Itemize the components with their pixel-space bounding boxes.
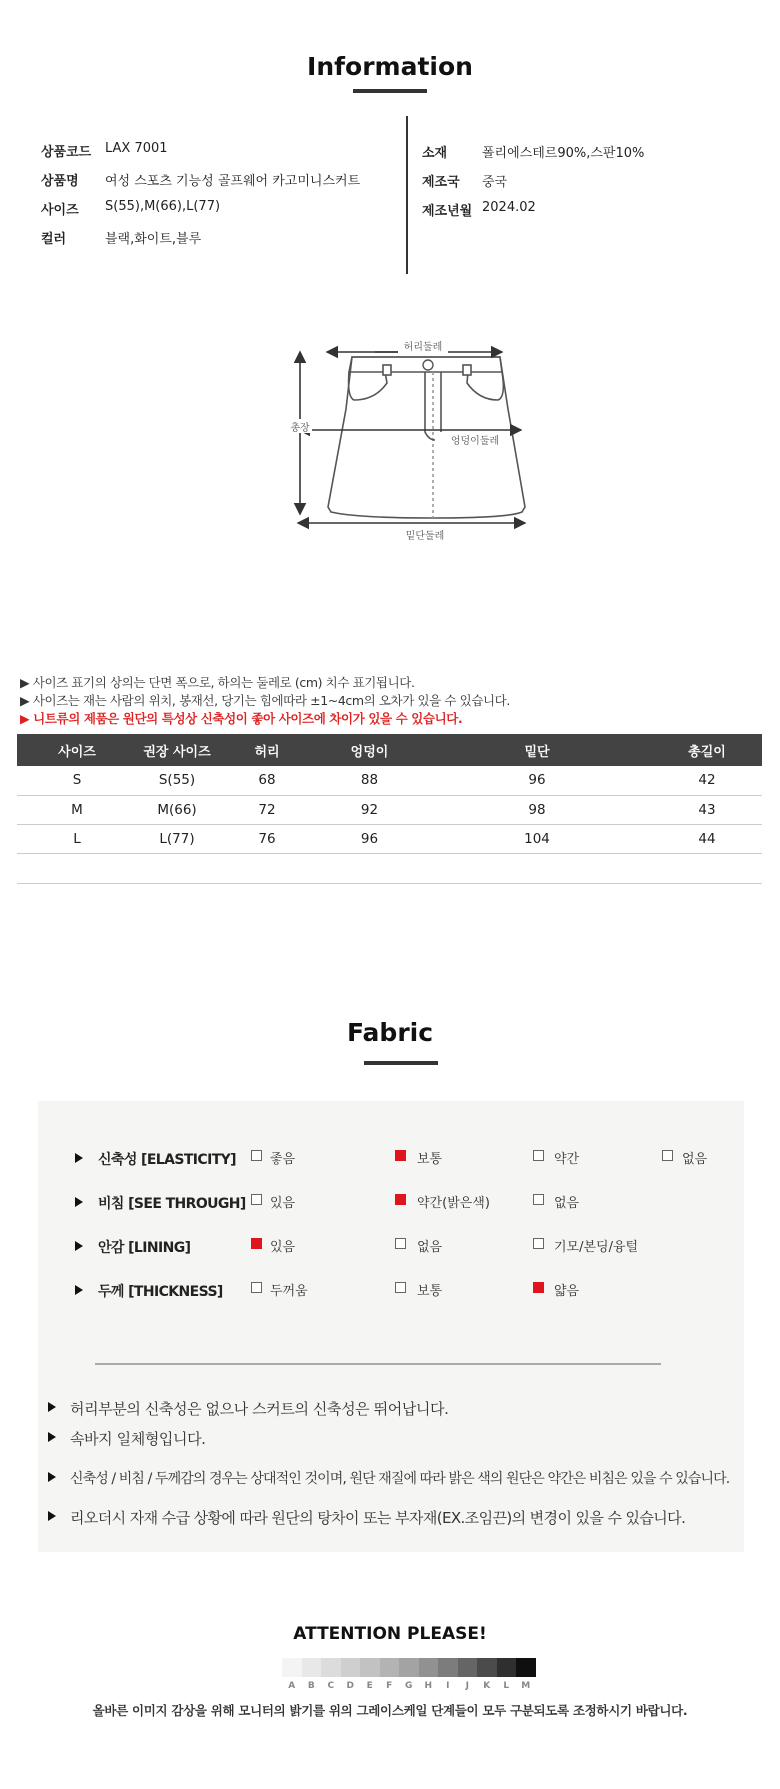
hip-label: 엉덩이둘레: [450, 436, 500, 447]
grayscale-letter: I: [446, 1681, 450, 1691]
grayscale-swatch: [360, 1658, 380, 1677]
checkbox-elasticity-good[interactable]: [251, 1150, 262, 1161]
triangle-bullet-icon: [75, 1241, 83, 1251]
triangle-bullet-icon: [48, 1511, 56, 1521]
attention-text: 올바른 이미지 감상을 위해 모니터의 밝기를 위의 그레이스케일 단계들이 모두 구분되도록 조정하시기 바랍니다.: [92, 1703, 688, 1718]
grayscale-letter: K: [483, 1681, 491, 1691]
fabric-label-see-through: 비침 [SEE THROUGH]: [98, 1196, 246, 1212]
info-value: 블랙,화이트,블루: [105, 232, 202, 247]
column-header: 사이즈: [17, 734, 137, 766]
size-note: ▶ 사이즈는 재는 사람의 위치, 봉재선, 당기는 힘에따라 ±1~4cm의 오차가 있을 수 있습니다.: [20, 693, 510, 708]
checkbox-elasticity-normal[interactable]: [395, 1150, 406, 1161]
table-cell: 76: [217, 824, 317, 853]
triangle-bullet-icon: [48, 1402, 56, 1412]
info-key: 상품명: [41, 174, 79, 189]
info-row-size: [41, 199, 221, 218]
option-label: 없음: [417, 1240, 443, 1255]
info-value: 중국: [482, 175, 508, 190]
triangle-bullet-icon: [48, 1432, 56, 1442]
triangle-bullet-icon: [48, 1472, 56, 1482]
grayscale-letter: A: [288, 1681, 296, 1691]
grayscale-letter: M: [521, 1681, 531, 1691]
grayscale-letter: H: [424, 1681, 433, 1691]
option-label: 두꺼움: [270, 1284, 308, 1299]
table-cell: L(77): [137, 824, 217, 853]
triangle-bullet-icon: [75, 1197, 83, 1207]
checkbox-lining-none[interactable]: [395, 1238, 406, 1249]
option-label: 기모/본딩/융털: [554, 1240, 639, 1255]
info-key: 컬러: [41, 232, 67, 247]
info-value: S(55),M(66),L(77): [105, 199, 221, 214]
grayscale-swatch: [458, 1658, 478, 1677]
checkbox-see-through-none[interactable]: [533, 1194, 544, 1205]
info-row-product-name: [41, 170, 361, 189]
information-title-underline: [353, 89, 427, 93]
option-label: 좋음: [270, 1152, 296, 1167]
option-label: 약간(밝은색): [417, 1196, 490, 1211]
grayscale-letter: E: [366, 1681, 373, 1691]
grayscale-swatch: [341, 1658, 361, 1677]
grayscale-swatch: [438, 1658, 458, 1677]
table-cell: 104: [422, 824, 652, 853]
information-title: Information: [307, 52, 473, 81]
column-header: 엉덩이: [317, 734, 422, 766]
grayscale-letter: F: [386, 1681, 393, 1691]
grayscale-swatch: [516, 1658, 536, 1677]
grayscale-swatch: [477, 1658, 497, 1677]
option-label: 얇음: [554, 1284, 580, 1299]
grayscale-swatch: [321, 1658, 341, 1677]
info-row-material: [422, 142, 645, 161]
skirt-measurement-diagram: [285, 322, 535, 544]
option-label: 있음: [270, 1240, 296, 1255]
info-row-manufacture-date: [422, 200, 536, 219]
triangle-bullet-icon: [75, 1153, 83, 1163]
fabric-divider: [95, 1363, 661, 1365]
checkbox-lining-yes[interactable]: [251, 1238, 262, 1249]
table-row: [17, 824, 762, 853]
checkbox-see-through-yes[interactable]: [251, 1194, 262, 1205]
checkbox-see-through-slight[interactable]: [395, 1194, 406, 1205]
checkbox-thickness-thick[interactable]: [251, 1282, 262, 1293]
info-key: 제조년월: [422, 204, 473, 219]
table-cell: 42: [652, 766, 762, 795]
length-label: 총장: [290, 423, 310, 434]
grayscale-letter: C: [327, 1681, 335, 1691]
column-header: 총길이: [652, 734, 762, 766]
checkbox-thickness-normal[interactable]: [395, 1282, 406, 1293]
button-icon: [423, 360, 433, 370]
fabric-title-underline: [364, 1061, 438, 1065]
grayscale-swatch: [380, 1658, 400, 1677]
grayscale-letter: G: [405, 1681, 413, 1691]
table-cell: 68: [217, 766, 317, 795]
grayscale-letters: [282, 1681, 536, 1691]
fabric-label-thickness: 두께 [THICKNESS]: [98, 1284, 223, 1300]
table-cell: 96: [317, 824, 422, 853]
fabric-bullet-text: 신축성 / 비침 / 두께감의 경우는 상대적인 것이며, 원단 재질에 따라 밝은 색의 원단은 약간은 비침은 있을 수 있습니다.: [70, 1471, 730, 1487]
fabric-label-elasticity: 신축성 [ELASTICITY]: [98, 1152, 236, 1168]
info-value: LAX 7001: [105, 141, 168, 156]
table-cell: M(66): [137, 795, 217, 824]
table-cell: 72: [217, 795, 317, 824]
grayscale-swatch: [399, 1658, 419, 1677]
column-header: 권장 사이즈: [137, 734, 217, 766]
fabric-label-lining: 안감 [LINING]: [98, 1240, 191, 1256]
option-label: 없음: [682, 1152, 708, 1167]
size-note-warning: ▶ 니트류의 제품은 원단의 특성상 신축성이 좋아 사이즈에 차이가 있을 수 있습니다.: [20, 711, 463, 726]
table-cell: S(55): [137, 766, 217, 795]
table-cell: 98: [422, 795, 652, 824]
grayscale-letter: D: [346, 1681, 354, 1691]
size-table-header-row: [17, 734, 762, 766]
info-key: 소재: [422, 146, 448, 161]
waist-label: 허리둘레: [403, 342, 443, 353]
column-header: 밑단: [422, 734, 652, 766]
fabric-bullet-text: 허리부분의 신축성은 없으나 스커트의 신축성은 뛰어납니다.: [70, 1400, 449, 1418]
option-label: 약간: [554, 1152, 580, 1167]
table-cell: S: [17, 766, 137, 795]
info-value: 폴리에스테르90%,스판10%: [482, 146, 645, 161]
hem-label: 밑단둘레: [405, 531, 445, 542]
size-note: ▶ 사이즈 표기의 상의는 단면 폭으로, 하의는 둘레로 (cm) 치수 표기됩니다.: [20, 675, 415, 690]
info-key: 제조국: [422, 175, 460, 190]
grayscale-strip: [282, 1658, 536, 1677]
table-row: [17, 795, 762, 824]
fabric-bullet-text: 속바지 일체형입니다.: [70, 1430, 206, 1448]
size-table: [17, 734, 762, 884]
table-row-empty: [17, 853, 762, 883]
column-header: 허리: [217, 734, 317, 766]
table-cell: 96: [422, 766, 652, 795]
info-value: 여성 스포츠 기능성 골프웨어 카고미니스커트: [105, 174, 361, 189]
info-row-country: [422, 171, 508, 190]
info-key: 상품코드: [41, 145, 92, 160]
table-cell: 43: [652, 795, 762, 824]
grayscale-letter: J: [465, 1681, 469, 1691]
checkbox-elasticity-slight[interactable]: [533, 1150, 544, 1161]
checkbox-thickness-thin[interactable]: [533, 1282, 544, 1293]
attention-title: ATTENTION PLEASE!: [293, 1624, 487, 1644]
fabric-bullet-text: 리오더시 자재 수급 상황에 따라 원단의 탕차이 또는 부자재(EX.조임끈)의 변경이 있을 수 있습니다.: [70, 1509, 686, 1527]
grayscale-swatch: [282, 1658, 302, 1677]
grayscale-swatch: [302, 1658, 322, 1677]
info-row-product-code: [41, 141, 168, 160]
info-column-divider: [406, 116, 408, 274]
grayscale-letter: L: [503, 1681, 510, 1691]
table-cell: 88: [317, 766, 422, 795]
table-row: [17, 766, 762, 795]
option-label: 보통: [417, 1152, 443, 1167]
table-cell: 92: [317, 795, 422, 824]
triangle-bullet-icon: [75, 1285, 83, 1295]
table-cell: L: [17, 824, 137, 853]
fabric-title: Fabric: [346, 1018, 434, 1047]
table-cell: 44: [652, 824, 762, 853]
table-cell: M: [17, 795, 137, 824]
option-label: 보통: [417, 1284, 443, 1299]
grayscale-letter: B: [307, 1681, 315, 1691]
option-label: 있음: [270, 1196, 296, 1211]
option-label: 없음: [554, 1196, 580, 1211]
checkbox-elasticity-none[interactable]: [662, 1150, 673, 1161]
checkbox-lining-fleece[interactable]: [533, 1238, 544, 1249]
info-key: 사이즈: [41, 203, 79, 218]
grayscale-swatch: [497, 1658, 517, 1677]
info-value: 2024.02: [482, 200, 536, 215]
grayscale-swatch: [419, 1658, 439, 1677]
info-row-color: [41, 228, 202, 247]
